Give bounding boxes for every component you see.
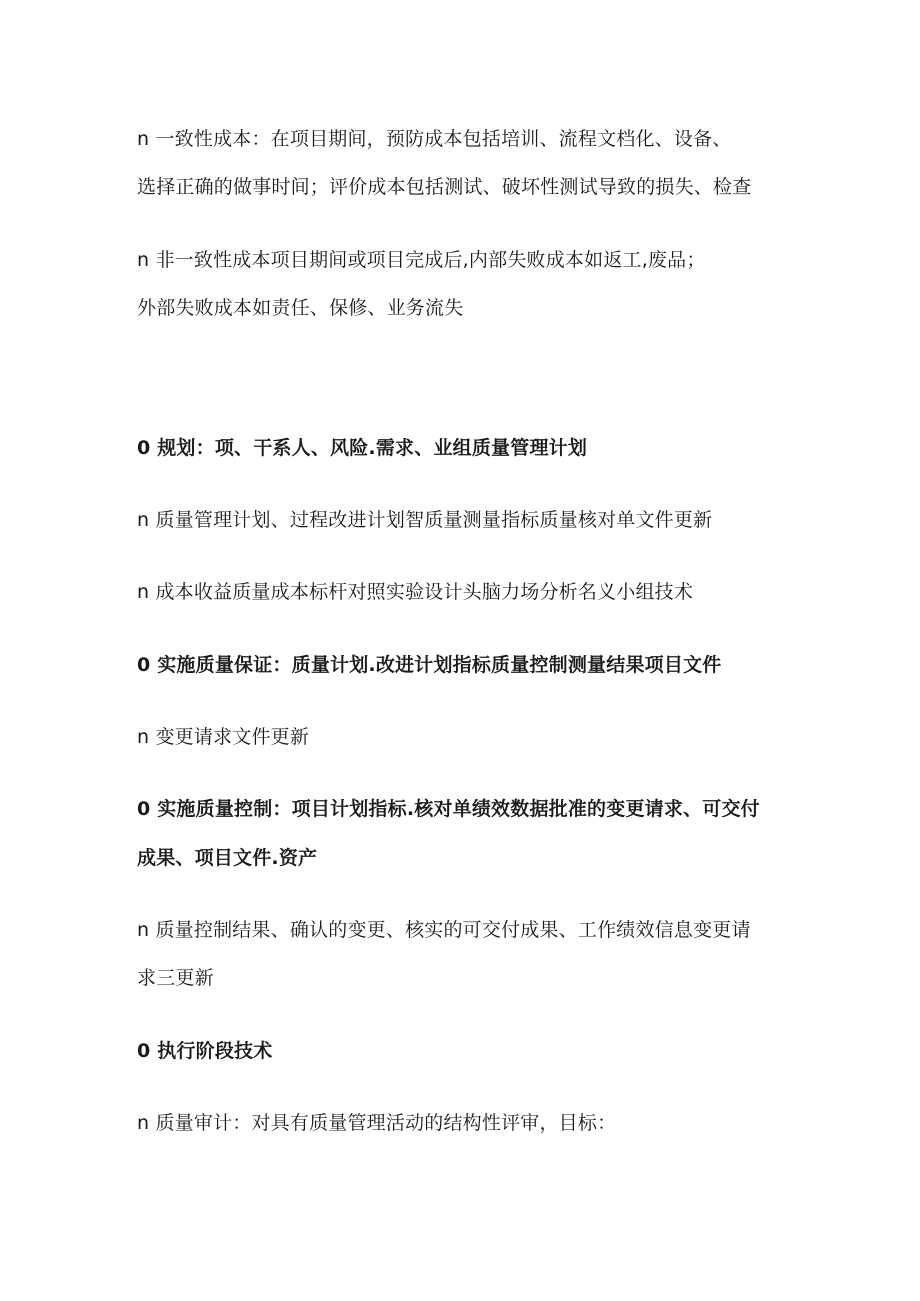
section-heading: 0 实施质量保证：质量计划.改进计划指标质量控制测量结果项目文件: [137, 654, 722, 676]
text-line: 选择正确的做事时间；评价成本包括测试、破坏性测试导致的损失、检查: [137, 176, 752, 198]
text-line: n 一致性成本：在项目期间，预防成本包括培训、流程文档化、设备、: [137, 128, 732, 150]
text-line: n 质量审计：对具有质量管理活动的结构性评审，目标：: [137, 1112, 617, 1134]
text-line: 求三更新: [137, 967, 214, 989]
text-line: n 质量管理计划、过程改进计划智质量测量指标质量核对单文件更新: [137, 509, 713, 531]
section-heading: 0 执行阶段技术: [137, 1040, 273, 1062]
text-line: n 成本收益质量成本标杆对照实验设计头脑力场分析名义小组技术: [137, 581, 694, 603]
text-line: n 变更请求文件更新: [137, 726, 310, 748]
text-line: n 非一致性成本项目期间或项目完成后,内部失败成本如返工,废品；: [137, 249, 706, 271]
text-line: 外部失败成本如责任、保修、业务流失: [137, 297, 464, 319]
section-heading-continued: 成果、项目文件.资产: [137, 847, 318, 869]
text-line: n 质量控制结果、确认的变更、核实的可交付成果、工作绩效信息变更请: [137, 919, 751, 941]
section-heading: 0 规划：项、干系人、风险.需求、业组质量管理计划: [137, 437, 588, 459]
section-heading: 0 实施质量控制：项目计划指标.核对单绩效数据批准的变更请求、可交付: [137, 798, 760, 820]
